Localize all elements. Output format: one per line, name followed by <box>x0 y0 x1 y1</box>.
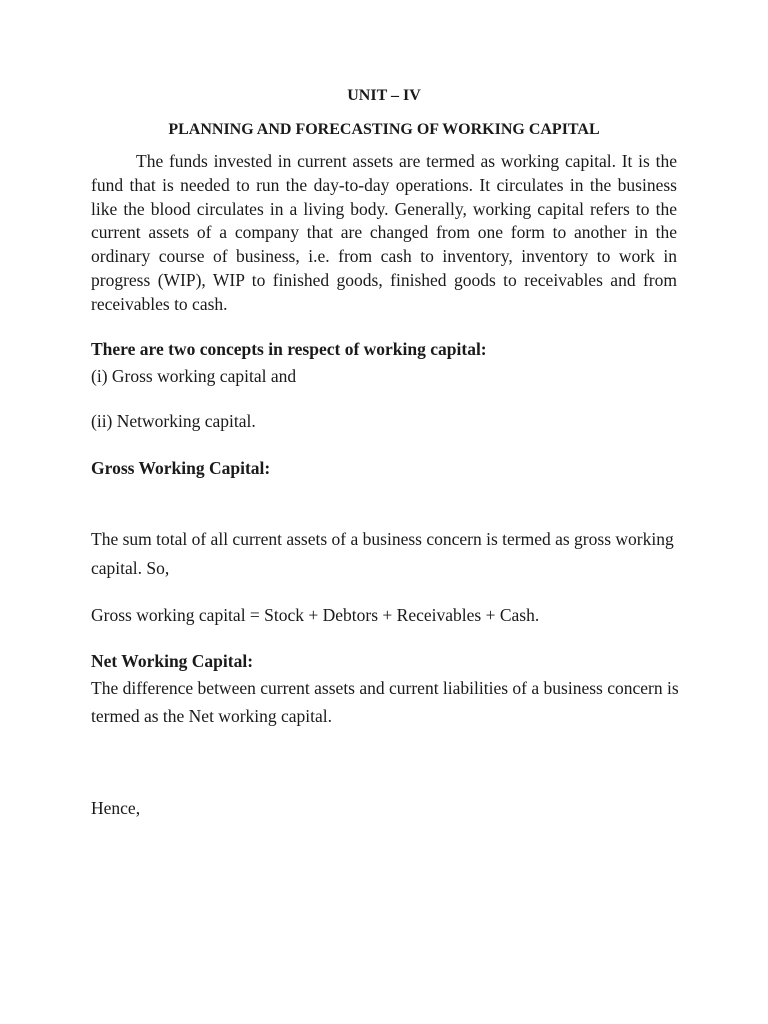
gross-working-capital-heading: Gross Working Capital: <box>91 458 271 478</box>
concept-item-net: (ii) Networking capital. <box>91 411 256 431</box>
intro-paragraph: The funds invested in current assets are termed as working capital. It is the fund that is needed to run the day-to-day operations. It circulates in the business like the blood circulates in a living body. Generally, working capital refers to the current assets of a company that are changed from one form to another in the ordinary course of business, i.e. from cash to inventory, inventory to work in progress (WIP), WIP to finished goods, finished goods to receivables and from receivables to cash. <box>91 151 677 314</box>
net-working-capital-heading: Net Working Capital: <box>91 651 254 671</box>
concepts-heading: There are two concepts in respect of working capital: <box>91 339 487 359</box>
net-working-capital-definition: The difference between current assets and current liabilities of a business concern is termed as the Net working capital. <box>91 678 679 726</box>
gross-working-capital-definition: The sum total of all current assets of a business concern is termed as gross working capital. So, <box>91 529 674 578</box>
unit-heading: UNIT – IV <box>347 87 421 104</box>
gross-working-capital-formula: Gross working capital = Stock + Debtors + Receivables + Cash. <box>91 605 540 625</box>
hence-text: Hence, <box>91 798 141 818</box>
concept-item-gross: (i) Gross working capital and <box>91 366 297 386</box>
page-title: PLANNING AND FORECASTING OF WORKING CAPITAL <box>168 121 600 138</box>
